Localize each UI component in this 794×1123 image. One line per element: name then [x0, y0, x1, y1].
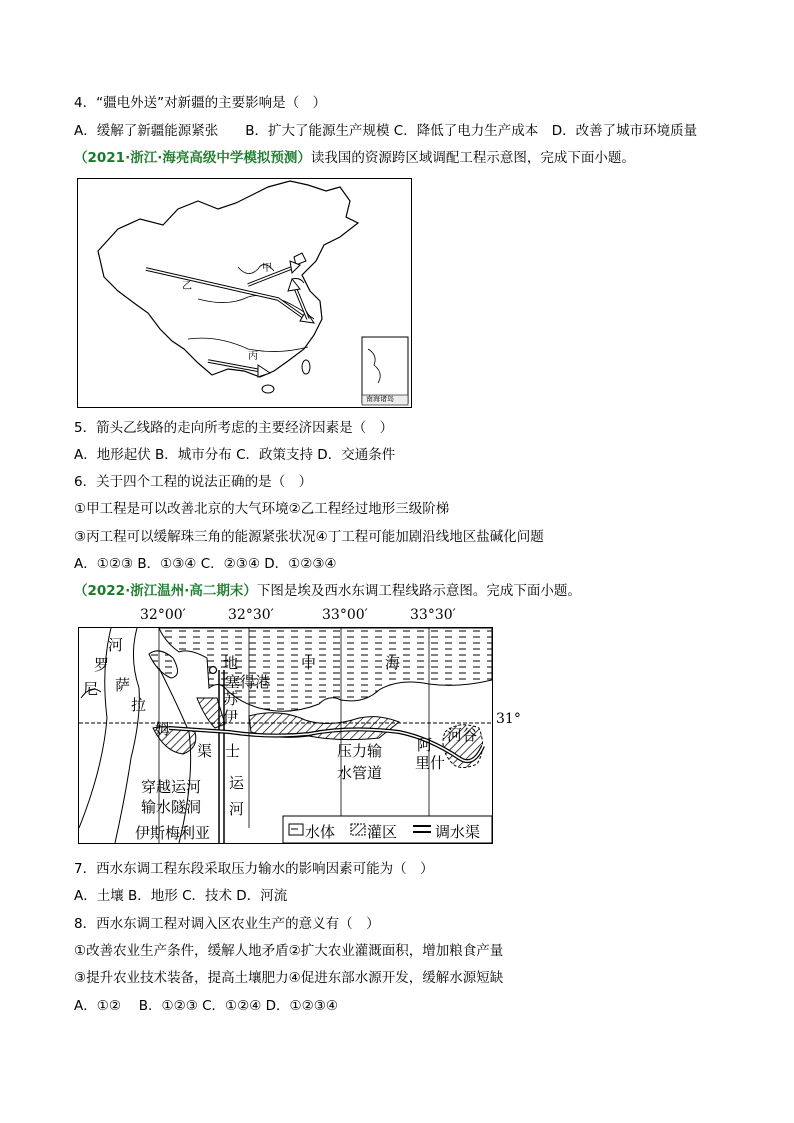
- map1-inset-label: 南海诸岛: [366, 395, 394, 403]
- ismailia-label: 伊斯梅利亚: [135, 824, 211, 842]
- canal-label-yun: 运: [229, 774, 245, 792]
- intro-2-source: （2022·浙江温州·高二期末）: [74, 583, 257, 599]
- q7-stem: 7．西水东调工程东段采取压力输水的影响因素可能为（ ）: [74, 861, 434, 877]
- intro-1-source: （2021·浙江·海亮高级中学模拟预测）: [74, 150, 311, 166]
- tunnel-label-2: 输水隧洞: [141, 798, 202, 816]
- q8-item2: ③提升农业技术装备，提高土壤肥力④促进东部水源开发，缓解水源短缺: [74, 970, 504, 986]
- arish-label-a: 阿: [417, 736, 433, 754]
- q5-stem: 5．箭头乙线路的走向所考虑的主要经济因素是（ ）: [74, 420, 394, 436]
- lat-label: 31°: [496, 711, 521, 727]
- tunnel-label-1: 穿越运河: [141, 778, 202, 796]
- q8-item1: ①改善农业生产条件，缓解人地矛盾②扩大农业灌溉面积，增加粮食产量: [74, 943, 504, 959]
- lon-label-3: 33°00′: [322, 607, 368, 623]
- legend-irrigation-label: 灌区: [367, 823, 398, 841]
- intro-1-text: 读我国的资源跨区域调配工程示意图，完成下面小题。: [310, 150, 635, 166]
- q8-options: A．①② B．①②③ C．①②④ D．①②③④: [74, 998, 338, 1014]
- pipeline-label-1: 压力输: [337, 742, 383, 760]
- q8-stem: 8．西水东调工程对调入区农业生产的意义有（ ）: [74, 916, 380, 932]
- legend-water-label: 水体: [305, 823, 336, 841]
- egypt-map-frame: [78, 627, 493, 844]
- intro-1: [74, 149, 635, 167]
- q7-options: A．土壤 B．地形 C．技术 D．河流: [74, 888, 288, 904]
- arish-label-lishi: 里什: [415, 754, 446, 772]
- intro-2: [74, 582, 581, 600]
- nile-label-luo: 罗: [94, 656, 110, 674]
- port-said-label: 塞得港: [225, 673, 271, 691]
- intro-2-text: 下图是埃及西水东调工程线路示意图。完成下面小题。: [256, 583, 581, 599]
- canal-label-qu: 渠: [197, 742, 213, 760]
- wadi-label: 河谷: [447, 726, 478, 744]
- q5-options: A．地形起伏 B．城市分布 C．政策支持 D．交通条件: [74, 447, 396, 463]
- china-map-figure: [77, 178, 412, 408]
- salam-label-la: 拉: [131, 696, 147, 714]
- q6-stem: 6．关于四个工程的说法正确的是（ ）: [74, 474, 313, 490]
- sea-label-di: 地: [223, 654, 239, 672]
- nile-label-ni: 尼: [83, 680, 99, 698]
- map1-label-bing: 丙: [248, 351, 258, 362]
- map1-label-jia: 甲: [262, 263, 272, 274]
- lon-label-4: 33°30′: [410, 607, 456, 623]
- salam-label-sa: 萨: [115, 676, 131, 694]
- lon-label-1: 32°00′: [140, 607, 186, 623]
- sea-label-zhong: 中: [301, 654, 317, 672]
- lon-label-2: 32°30′: [228, 607, 274, 623]
- q4-stem: 4．“疆电外送”对新疆的主要影响是（ ）: [74, 95, 327, 111]
- suez-label-su: 苏: [223, 690, 239, 708]
- sea-label-hai: 海: [385, 654, 401, 672]
- nile-label-he: 河: [108, 636, 124, 654]
- egypt-map-figure: [76, 607, 521, 845]
- q4-options: A．缓解了新疆能源紧张 B．扩大了能源生产规模 C．降低了电力生产成本 D．改善了城市环境质量: [74, 123, 698, 139]
- suez-label-shi: 士: [225, 742, 241, 760]
- q6-item2: ③丙工程可以缓解珠三角的能源紧张状况④丁工程可能加剧沿线地区盐碱化问题: [74, 529, 544, 545]
- china-map-svg: [78, 179, 411, 407]
- suez-label-yi: 伊: [223, 708, 239, 726]
- canal-label-he: 河: [229, 800, 245, 818]
- map1-label-yi: 乙: [182, 281, 192, 292]
- q6-item1: ①甲工程是可以改善北京的大气环境②乙工程经过地形三级阶梯: [74, 501, 450, 517]
- q6-options: A．①②③ B．①③④ C．②③④ D．①②③④: [74, 556, 337, 572]
- legend-channel-label: 调水渠: [435, 823, 481, 841]
- salam-label-mu: 姆: [155, 720, 171, 738]
- pipeline-label-2: 水管道: [337, 764, 383, 782]
